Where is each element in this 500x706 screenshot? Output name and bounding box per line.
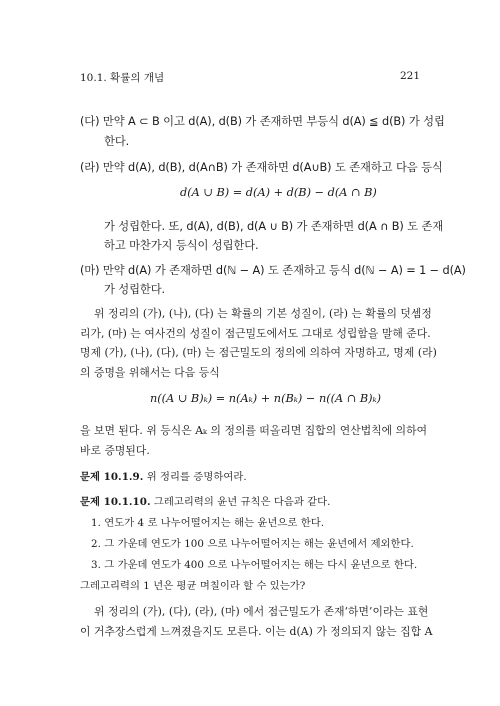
item-ma-line-2: 가 성립한다. [104, 283, 166, 296]
paragraph-1-line-4: 의 증명을 위해서는 다음 등식 [80, 366, 220, 379]
running-header-section: 10.1. 확률의 개념 [80, 72, 165, 84]
paragraph-2-line-2: 이 거추장스럽게 느껴졌을지도 모른다. 이는 d(A) 가 정의되지 않는 집합 A [80, 625, 433, 638]
problem-10-1-10 [80, 493, 331, 508]
paragraph-1-equation: n((A ∪ B)ₖ) = n(Aₖ) + n(Bₖ) − n((A ∩ B)ₖ) [150, 392, 382, 405]
leap-rule-2: 2. 그 가운데 연도가 100 으로 나누어떨어지는 해는 윤년에서 제외한다. [91, 538, 414, 550]
problem-10-1-10-question: 그레고리력의 1 년은 평균 며칠이라 할 수 있는가? [80, 580, 306, 592]
item-ra-line-3: 하고 마찬가지 등식이 성립한다. [104, 239, 259, 252]
item-ra-equation: d(A ∪ B) = d(A) + d(B) − d(A ∩ B) [180, 186, 377, 199]
item-da-line-1: (다) 만약 A ⊂ B 이고 d(A), d(B) 가 존재하면 부등식 d(A) ≦ d(B) 가 성립 [80, 115, 445, 128]
item-da-line-2: 한다. [104, 135, 130, 148]
paragraph-1-line-5: 을 보면 된다. 위 등식은 Aₖ 의 정의를 떠올리면 집합의 연산법칙에 의하여 [80, 424, 428, 437]
leap-rule-3: 3. 그 가운데 연도가 400 으로 나누어떨어지는 해는 다시 윤년으로 한다. [91, 559, 418, 571]
problem-10-1-10-label: 문제 10.1.10. [80, 496, 151, 508]
paragraph-1-line-6: 바로 증명된다. [80, 444, 150, 457]
item-ra-line-2: 가 성립한다. 또, d(A), d(B), d(A ∪ B) 가 존재하면 d(A ∩ B) 도 존재 [104, 220, 444, 233]
item-ma-line-1: (마) 만약 d(A) 가 존재하면 d(ℕ − A) 도 존재하고 등식 d(ℕ − A) = 1 − d(A) [80, 264, 466, 277]
problem-10-1-10-text: 그레고리력의 윤년 규칙은 다음과 같다. [150, 496, 331, 508]
paragraph-2-line-1: 위 정리의 (가), (다), (라), (마) 에서 점근밀도가 존재‘하면’이라는 표현 [94, 605, 429, 618]
problem-10-1-9 [80, 468, 247, 483]
paragraph-1-line-1: 위 정리의 (가), (나), (다) 는 확률의 기본 성질이, (라) 는 확률의 덧셈정 [94, 307, 432, 320]
leap-rule-1: 1. 연도가 4 로 나누어떨어지는 해는 윤년으로 한다. [91, 517, 325, 529]
paragraph-1-line-2: 리가, (마) 는 여사건의 성질이 점근밀도에서도 그대로 성립함을 말해 준다. [80, 327, 431, 340]
paragraph-1-line-3: 명제 (가), (나), (다), (마) 는 점근밀도의 정의에 의하여 자명하고, 명제 (라) [80, 346, 437, 359]
problem-10-1-9-label: 문제 10.1.9. [80, 471, 144, 483]
item-ra-line-1: (라) 만약 d(A), d(B), d(A∩B) 가 존재하면 d(A∪B) 도 존재하고 다음 등식 [80, 161, 443, 174]
page-number: 221 [400, 70, 421, 82]
problem-10-1-9-text: 위 정리를 증명하여라. [143, 471, 247, 483]
